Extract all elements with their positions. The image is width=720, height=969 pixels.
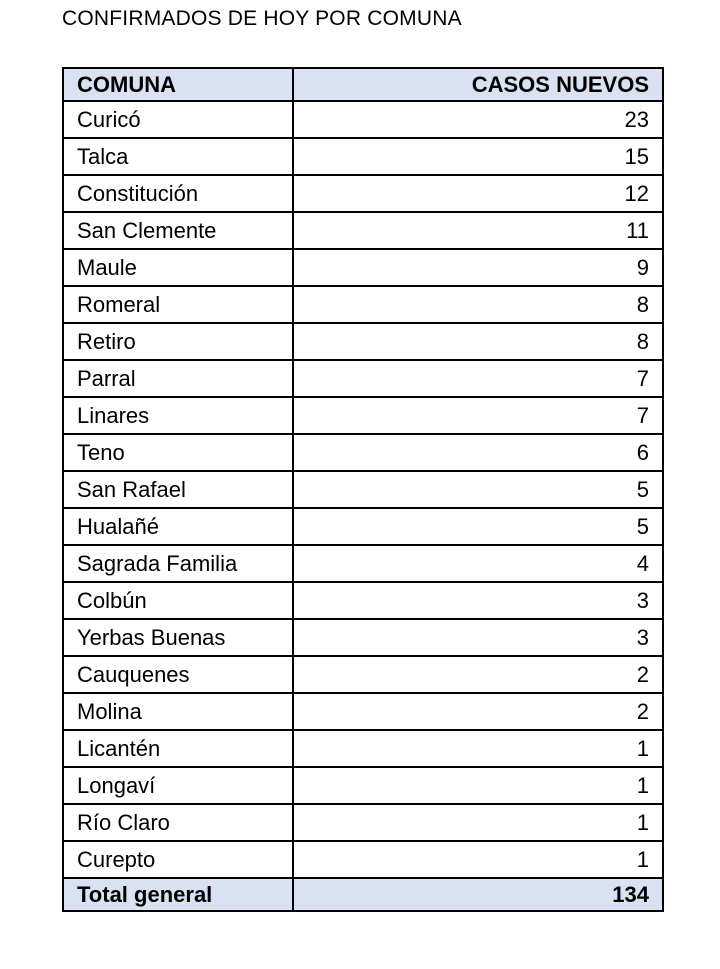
table-row <box>63 397 663 434</box>
casos-cell: 7 <box>293 360 663 397</box>
table-row <box>63 434 663 471</box>
comuna-cell: Curicó <box>63 101 293 138</box>
casos-cell: 1 <box>293 841 663 878</box>
table-row <box>63 841 663 878</box>
comuna-cell: Sagrada Familia <box>63 545 293 582</box>
table-row <box>63 360 663 397</box>
table-row <box>63 545 663 582</box>
comuna-cell: Curepto <box>63 841 293 878</box>
casos-cell: 23 <box>293 101 663 138</box>
comuna-cell: Licantén <box>63 730 293 767</box>
table-row <box>63 730 663 767</box>
table-row <box>63 212 663 249</box>
casos-cell: 12 <box>293 175 663 212</box>
casos-cell: 11 <box>293 212 663 249</box>
table-row <box>63 323 663 360</box>
total-label: Total general <box>63 878 293 911</box>
header-comuna: COMUNA <box>63 68 293 101</box>
table-row <box>63 582 663 619</box>
comuna-cell: Molina <box>63 693 293 730</box>
casos-cell: 5 <box>293 471 663 508</box>
comuna-cell: Parral <box>63 360 293 397</box>
comuna-cell: Talca <box>63 138 293 175</box>
table-row <box>63 508 663 545</box>
comuna-cell: Yerbas Buenas <box>63 619 293 656</box>
comuna-cell: San Clemente <box>63 212 293 249</box>
table-row <box>63 804 663 841</box>
table-row <box>63 656 663 693</box>
casos-cell: 5 <box>293 508 663 545</box>
table-row <box>63 693 663 730</box>
comuna-cell: Río Claro <box>63 804 293 841</box>
comuna-cell: Teno <box>63 434 293 471</box>
casos-cell: 2 <box>293 693 663 730</box>
casos-cell: 1 <box>293 804 663 841</box>
comuna-cell: Romeral <box>63 286 293 323</box>
table-row <box>63 286 663 323</box>
total-row <box>63 878 663 911</box>
page-title: CONFIRMADOS DE HOY POR COMUNA <box>62 7 462 30</box>
casos-cell: 2 <box>293 656 663 693</box>
casos-cell: 8 <box>293 286 663 323</box>
casos-cell: 9 <box>293 249 663 286</box>
table-row <box>63 138 663 175</box>
cases-table <box>62 67 664 912</box>
casos-cell: 15 <box>293 138 663 175</box>
table-row <box>63 175 663 212</box>
casos-cell: 1 <box>293 730 663 767</box>
comuna-cell: Constitución <box>63 175 293 212</box>
casos-cell: 1 <box>293 767 663 804</box>
comuna-cell: Linares <box>63 397 293 434</box>
casos-cell: 4 <box>293 545 663 582</box>
comuna-cell: Longaví <box>63 767 293 804</box>
casos-cell: 3 <box>293 619 663 656</box>
casos-cell: 6 <box>293 434 663 471</box>
comuna-cell: Colbún <box>63 582 293 619</box>
table-row <box>63 249 663 286</box>
header-casos-nuevos: CASOS NUEVOS <box>293 68 663 101</box>
comuna-cell: Retiro <box>63 323 293 360</box>
table-row <box>63 471 663 508</box>
table-row <box>63 101 663 138</box>
table-row <box>63 619 663 656</box>
casos-cell: 3 <box>293 582 663 619</box>
casos-cell: 8 <box>293 323 663 360</box>
casos-cell: 7 <box>293 397 663 434</box>
comuna-cell: Hualañé <box>63 508 293 545</box>
comuna-cell: Cauquenes <box>63 656 293 693</box>
total-value: 134 <box>293 878 663 911</box>
table-row <box>63 767 663 804</box>
table-header-row <box>63 68 663 101</box>
comuna-cell: Maule <box>63 249 293 286</box>
comuna-cell: San Rafael <box>63 471 293 508</box>
